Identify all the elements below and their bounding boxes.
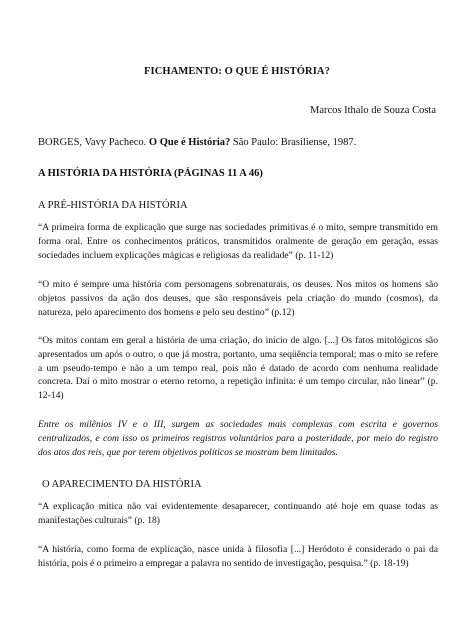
document-title: FICHAMENTO: O QUE É HISTÓRIA? <box>144 66 330 77</box>
quote-paragraph: “A primeira forma de explicação que surge nas sociedades primitivas é o mito, sempre transmitido em forma oral. Entre os conhecimentos práticos, transmitidos oralmente de geração em geração, essas sociedades incluem explicações mágicas e religiosas da realidade” (p. 11-12) <box>38 222 438 261</box>
quote-paragraph: “A história, como forma de explicação, nasce unida à filosofia [...] Heródoto é considerado o pai da história, pois é o primeiro a empregar a palavra no sentido de investigação, pesquisa.” (p. 18-19) <box>38 544 438 569</box>
bibliographic-reference <box>38 137 356 148</box>
chapter-heading: A HISTÓRIA DA HISTÓRIA (PÁGINAS 11 A 46) <box>38 168 263 179</box>
reference-work-title: O Que é História? <box>148 137 231 148</box>
author-name: Marcos Ithalo de Souza Costa <box>310 105 436 116</box>
quote-paragraph: “A explicação mítica não vai evidentemente desaparecer, continuando até hoje em quase todas as manifestações culturais” (p. 18) <box>38 501 438 526</box>
comment-paragraph: Entre os milênios IV e o III, surgem as sociedades mais complexas com escrita e governos centralizados, e com isso os primeiros registros voluntários para a posteridade, por meio do registro dos atos dos reis, que por terem objetivos políticos se mostram bem limitados. <box>38 419 438 458</box>
quote-paragraph: “O mito é sempre uma história com personagens sobrenaturais, os deuses. Nos mitos os homens são objetos passivos da ação dos deuses, que são responsáveis pela criação do mundo (cosmos), da natureza, pelo aparecimento dos homens e pelo seu destino” (p.12) <box>38 279 438 318</box>
reference-publication: São Paulo: Brasiliense, 1987. <box>230 137 357 148</box>
quote-paragraph: “Os mitos contam em geral a história de uma criação, do início de algo. [...] Os fatos mitológicos são apresentados um após o outro, o que já mostra, portanto, uma seqüência temporal; mas o mito se refere a um pseudo-tempo e não a um tempo real, pois não é datado de acordo com nenhuma realidade concreta. Daí o mito mostrar o eterno retorno, a repetição infinita: é um tempo circular, não linear” (p. 12-14) <box>38 335 438 402</box>
reference-authors: BORGES, Vavy Pacheco. <box>38 137 149 148</box>
section-heading-pre-historia: A PRÉ-HISTÓRIA DA HISTÓRIA <box>38 200 188 211</box>
section-heading-aparecimento: O APARECIMENTO DA HISTÓRIA <box>42 479 202 490</box>
